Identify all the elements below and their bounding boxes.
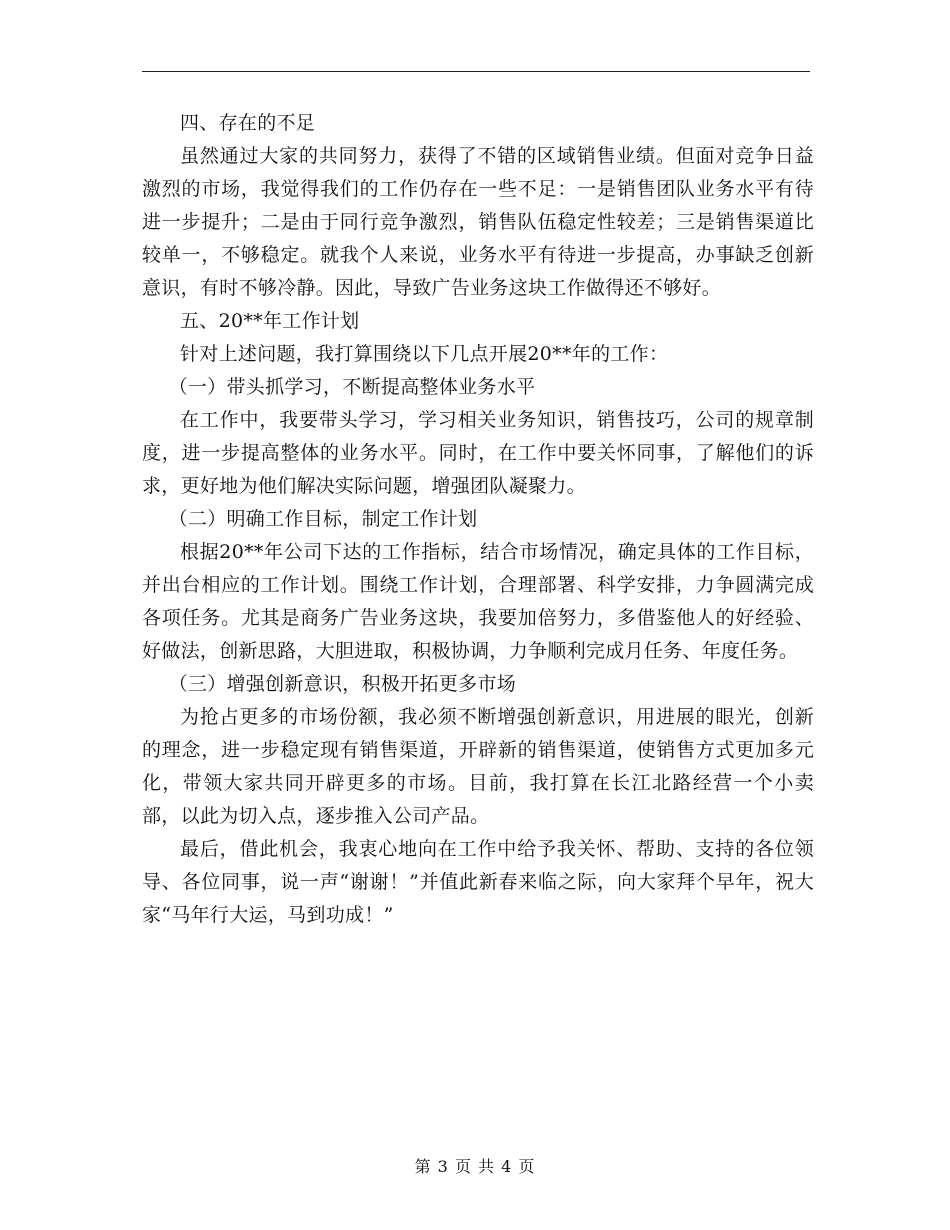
subheading-study: （一）带头抓学习，不断提高整体业务水平 xyxy=(168,376,536,398)
section-heading-shortcomings: 四、存在的不足 xyxy=(180,112,316,134)
subheading-goals: （二）明确工作目标，制定工作计划 xyxy=(168,508,478,530)
page-footer: 第 3 页 共 4 页 xyxy=(414,1157,536,1176)
paragraph-shortcomings: 虽然通过大家的共同努力，获得了不错的区域销售业绩。但面对竞争日益激烈的市场，我觉得我们的工作仍存在一些不足：一是销售团队业务水平有待进一步提升；二是由于同行竞争激烈，销售队伍稳定性较差；三是销售渠道比较单一，不够稳定。就我个人来说，业务水平有待进一步提高，办事缺乏创新意识，有时不够冷静。因此，导致广告业务这块工作做得还不够好。 xyxy=(142,145,814,299)
paragraph-plan-intro: 针对上述问题，我打算围绕以下几点开展20**年的工作： xyxy=(180,343,669,365)
header-rule xyxy=(142,71,810,72)
paragraph-study: 在工作中，我要带头学习，学习相关业务知识，销售技巧，公司的规章制度，进一步提高整体的业务水平。同时，在工作中要关怀同事，了解他们的诉求，更好地为他们解决实际问题，增强团队凝聚力。 xyxy=(142,409,814,497)
section-heading-work-plan: 五、20**年工作计划 xyxy=(180,310,360,332)
document-body xyxy=(142,107,814,932)
paragraph-closing: 最后，借此机会，我衷心地向在工作中给予我关怀、帮助、支持的各位领导、各位同事，说一声“谢谢！”并值此新春来临之际，向大家拜个早年，祝大家“马年行大运，马到功成！” xyxy=(142,838,814,926)
paragraph-innovation: 为抢占更多的市场份额，我必须不断增强创新意识，用进展的眼光，创新的理念，进一步稳定现有销售渠道，开辟新的销售渠道，使销售方式更加多元化，带领大家共同开辟更多的市场。目前，我打算在长江北路经营一个小卖部，以此为切入点，逐步推入公司产品。 xyxy=(142,706,814,827)
subheading-innovation: （三）增强创新意识，积极开拓更多市场 xyxy=(168,673,516,695)
paragraph-goals: 根据20**年公司下达的工作指标，结合市场情况，确定具体的工作目标，并出台相应的工作计划。围绕工作计划，合理部署、科学安排，力争圆满完成各项任务。尤其是商务广告业务这块，我要加倍努力，多借鉴他人的好经验、好做法，创新思路，大胆进取，积极协调，力争顺利完成月任务、年度任务。 xyxy=(142,541,814,662)
